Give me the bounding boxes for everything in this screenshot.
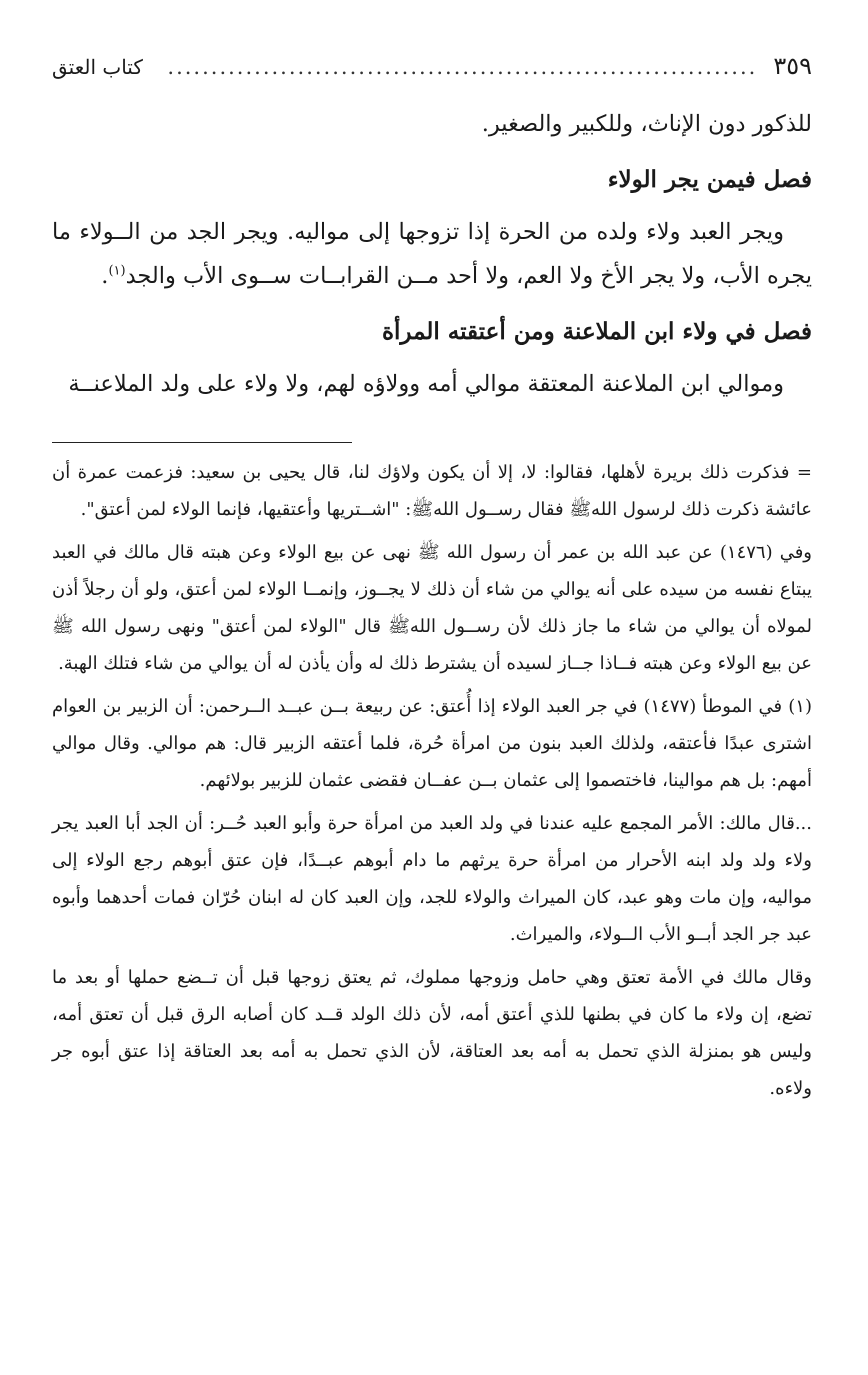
page-number: ٣٥٩ xyxy=(773,52,812,80)
separator-line xyxy=(52,442,352,443)
footnote-malik-2: وقال مالك في الأمة تعتق وهي حامل وزوجها مملوك، ثم يعتق زوجها قبل أن تــضع حملها أو بعد ما تضع، إن ولاء ما كان في بطنها للذي أعتق أمه، لأن ذلك الولد قــد كان أصابه الرق قبل أن تعتق أمه، وليس هو بمنزلة الذي تحمل به أمه بعد العتاقة، لأن الذي تحمل به أمه بعد العتاقة إذا عتق أبوه جر ولاءه. xyxy=(52,967,813,1099)
header-leader-dots: .................................................................... xyxy=(167,55,758,79)
section-heading-wala-transfer: فصل فيمن يجر الولاء xyxy=(607,166,812,193)
footnotes xyxy=(52,454,812,1107)
paragraph-continuation: للذكور دون الإناث، وللكبير والصغير. xyxy=(481,111,812,137)
footnote-continuation: = فذكرت ذلك بريرة لأهلها، فقالوا: لا، إلا أن يكون ولاؤك لنا، قال يحيى بن سعيد: فزعمت عمرة أن عائشة ذكرت ذلك لرسول اللهﷺ فقال رســول اللهﷺ: "اشــتريها وأعتقيها، فإنما الولاء لمن أعتق". xyxy=(52,462,812,520)
running-header xyxy=(52,52,812,92)
footnote-reference[interactable]: (١) xyxy=(108,263,126,279)
main-text xyxy=(52,102,812,406)
footnote-1: (١) في الموطأ (١٤٧٧) في جر العبد الولاء إذا أُعتق: عن ربيعة بــن عبــد الــرحمن: أن الزبير بن العوام اشترى عبدًا فأعتقه، ولذلك العبد بنون من امرأة حُرة، فلما أعتقه الزبير قال: هم موالي. وقال موالي أمهم: بل هم موالينا، فاختصموا إلى عثمان بــن عفــان فقضى عثمان للزبير بولائهم. xyxy=(52,696,812,791)
paragraph-end: . xyxy=(101,263,109,289)
section-heading-mulaana: فصل في ولاء ابن الملاعنة ومن أعتقته المرأة xyxy=(381,318,812,345)
paragraph-text: ويجر العبد ولاء ولده من الحرة إذا تزوجها إلى مواليه. ويجر الجد من الــولاء ما يجره الأب، ولا يجر الأخ ولا العم، ولا أحد مــن القرابــات ســوى الأب والجد xyxy=(52,219,812,289)
paragraph-wala-transfer xyxy=(52,210,812,298)
footnote-1476: وفي (١٤٧٦) عن عبد الله بن عمر أن رسول الله ﷺ نهى عن بيع الولاء وعن هبته قال مالك في العبد يبتاع نفسه من سيده على أنه يوالي من شاء أن ذلك لا يجــوز، وإنمــا الولاء لمن أعتق، ولو أن رجلاً أذن لمولاه أن يوالي من شاء ما جاز ذلك لأن رســول اللهﷺ قال "الولاء لمن أعتق" ونهى رسول الله ﷺ عن بيع الولاء وعن هبته فــاذا جــاز لسيده أن يشترط ذلك له وأن يأذن له أن يوالي من شاء فتلك الهبة. xyxy=(52,542,812,674)
footnote-separator xyxy=(52,428,812,454)
footnote-malik-1: ...قال مالك: الأمر المجمع عليه عندنا في ولد العبد من امرأة حرة وأبو العبد حُــر: أن الجد أبا العبد يجر ولاء ولد ولد ابنه الأحرار من امرأة حرة يرثهم ما دام أبوهم عبــدًا، فإن عتق أبوهم رجع الولاء إلى مواليه، وإن مات وهو عبد، كان الميراث والولاء للجد، وإن العبد كان له ابنان حُرّان فمات أحدهما وأبوه عبد جر الجد أبــو الأب الــولاء، والميراث. xyxy=(52,813,812,945)
book-title: كتاب العتق xyxy=(52,55,143,79)
book-page xyxy=(52,52,812,1107)
paragraph-mulaana: وموالي ابن الملاعنة المعتقة موالي أمه وولاؤه لهم، ولا ولاء على ولد الملاعنــة xyxy=(68,371,784,397)
